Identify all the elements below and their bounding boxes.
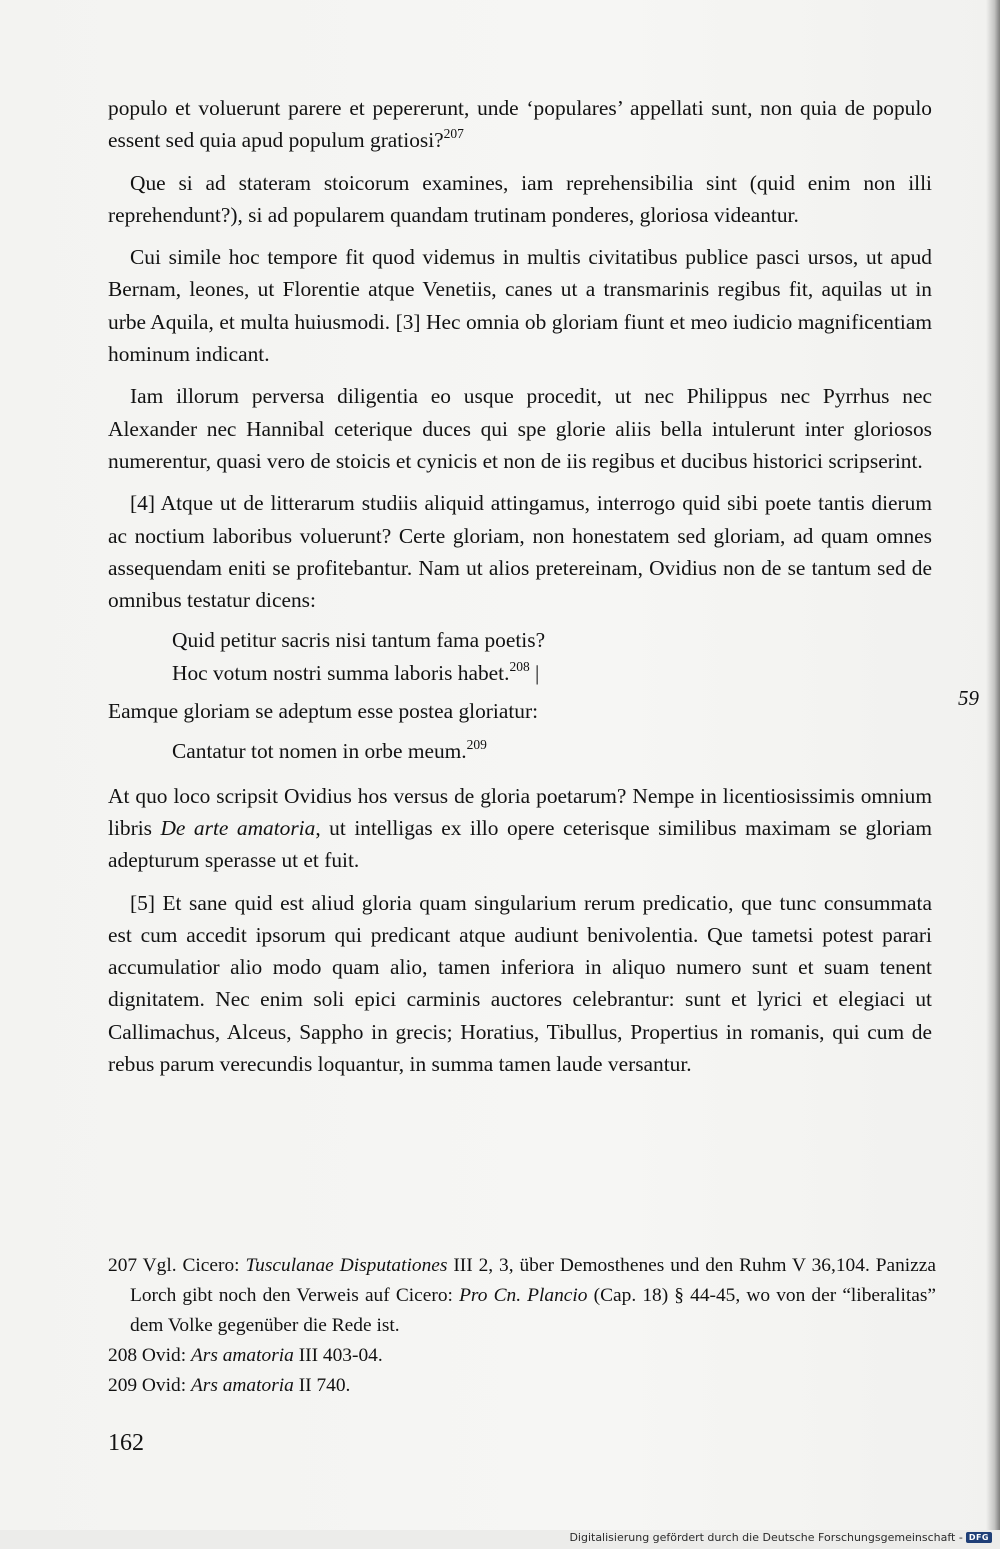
paragraph-1	[108, 92, 932, 157]
footnote-ref-207: 207	[443, 126, 464, 142]
footnote-208-title: Ars amatoria	[190, 1345, 294, 1366]
verse-line-2	[172, 657, 932, 689]
paragraph-6: Eamque gloriam se adeptum esse postea gloriatur:	[108, 699, 539, 724]
verse-quote-2-text: Cantatur tot nomen in orbe meum.	[172, 739, 467, 764]
footnote-207	[108, 1251, 936, 1341]
paragraph-3: Cui simile hoc tempore fit quod videmus in multis civitatibus publice pasci ursos, ut apud Bernam, leones, ut Florentie atque Venetiis, canes ut a transmarinis regibus fit, aquilas ut in urbe Aquila, et multa huiusmodi. [3] Hec omnia ob gloriam fiunt et meo iudicio magnificentiam hominum indicant.	[108, 245, 932, 367]
footnote-209-title: Ars amatoria	[190, 1375, 294, 1396]
digitization-credit	[569, 1531, 992, 1544]
paragraph-7-text-b: , ut intelligas ex illo opere ceterisque similibus maximam se gloriam adepturum sperasse ut et fuit.	[108, 815, 932, 873]
work-title-de-arte-amatoria: De arte amatoria	[160, 815, 316, 840]
verse-line-1: Quid petitur sacris nisi tantum fama poetis?	[172, 628, 546, 653]
verse-quote-2	[108, 735, 932, 767]
credit-text: Digitalisierung gefördert durch die Deutsche Forschungsgemeinschaft -	[569, 1531, 963, 1544]
footnote-ref-209: 209	[466, 737, 487, 753]
paragraph-2: Que si ad stateram stoicorum examines, iam reprehensibilia sint (quid enim non illi reprehendunt?), si ad popularem quandam trutinam ponderes, gloriosa videantur.	[108, 170, 932, 227]
paragraph-5: [4] Atque ut de litterarum studiis aliquid attingamus, interrogo quid sibi poete tantis dierum ac noctium laboribus voluerunt? Certe gloriam, non honestatem sed gloriam, ad quam omnes assequendam eniti se profitebantur. Nam ut alios pretereinam, Ovidius non de se tantum sed de omnibus testatur dicens:	[108, 491, 932, 613]
footnote-208	[108, 1341, 936, 1371]
footnote-209-text-b: II 740.	[293, 1375, 351, 1396]
footnote-208-text-b: III 403-04.	[293, 1345, 383, 1366]
paragraph-7	[108, 780, 932, 877]
footnotes	[108, 1251, 936, 1401]
verse-line-2-text: Hoc votum nostri summa laboris habet.	[172, 660, 510, 685]
paragraph-8: [5] Et sane quid est aliud gloria quam singularium rerum predicatio, que tunc consummata est cum accedit ipsorum qui predicant atque audiunt benivolentia. Que tametsi potest parari accumulatior alio modo quam alio, tamen inferiora in aliquo numero sunt et suam tenent dignitatem. Nec enim soli epici carminis auctores celebrantur: sunt et lyrici et elegiaci ut Callimachus, Alceus, Sappho in grecis; Horatius, Tibullus, Propertius in romanis, qui cum de rebus parum verecundis loquantur, in summa tamen laude versantur.	[108, 890, 932, 1077]
footnote-207-title-1: Tusculanae Disputationes	[245, 1255, 448, 1276]
paragraph-4: Iam illorum perversa diligentia eo usque procedit, ut nec Philippus nec Pyrrhus nec Alexander nec Hannibal ceterique duces qui spe glorie aliis bella intulerunt inter gloriosos numerentur, quasi vero de stoicis et cynicis et non de iis regibus et ducibus historici scripserint.	[108, 384, 932, 473]
margin-page-reference: 59	[958, 686, 979, 710]
footnote-208-text-a: 208 Ovid:	[108, 1345, 191, 1366]
footnote-207-text-b: III 2, 3, über Demosthenes und den Ruhm V 36,104. Panizza Lorch gibt noch den Verweis auf Cicero:	[130, 1255, 936, 1306]
footnote-207-text-a: 207 Vgl. Cicero:	[108, 1255, 246, 1276]
footnote-207-title-2: Pro Cn. Plancio	[459, 1285, 588, 1306]
paragraph-7-text-a: At quo loco scripsit Ovidius hos versus de gloria poetarum? Nempe in licentiosissimis omnium libris	[108, 783, 932, 840]
footnote-209-text-a: 209 Ovid:	[108, 1375, 191, 1396]
page-break-marker: |	[529, 660, 540, 685]
dfg-logo: DFG	[966, 1532, 992, 1543]
footnote-ref-208: 208	[509, 658, 530, 674]
page-edge-shadow	[986, 0, 1000, 1530]
footnote-207-text-c: (Cap. 18) § 44-45, wo von der “liberalitas” dem Volke gegenüber die Rede ist.	[130, 1285, 936, 1336]
footnote-209	[108, 1371, 936, 1401]
page-number: 162	[108, 1430, 144, 1456]
main-text	[108, 92, 932, 1080]
verse-quote-1	[108, 624, 932, 689]
paragraph-1-text: populo et voluerunt parere et pepererunt, unde ‘populares’ appellati sunt, non quia de populo essent sed quia apud populum gratiosi?	[108, 96, 932, 153]
